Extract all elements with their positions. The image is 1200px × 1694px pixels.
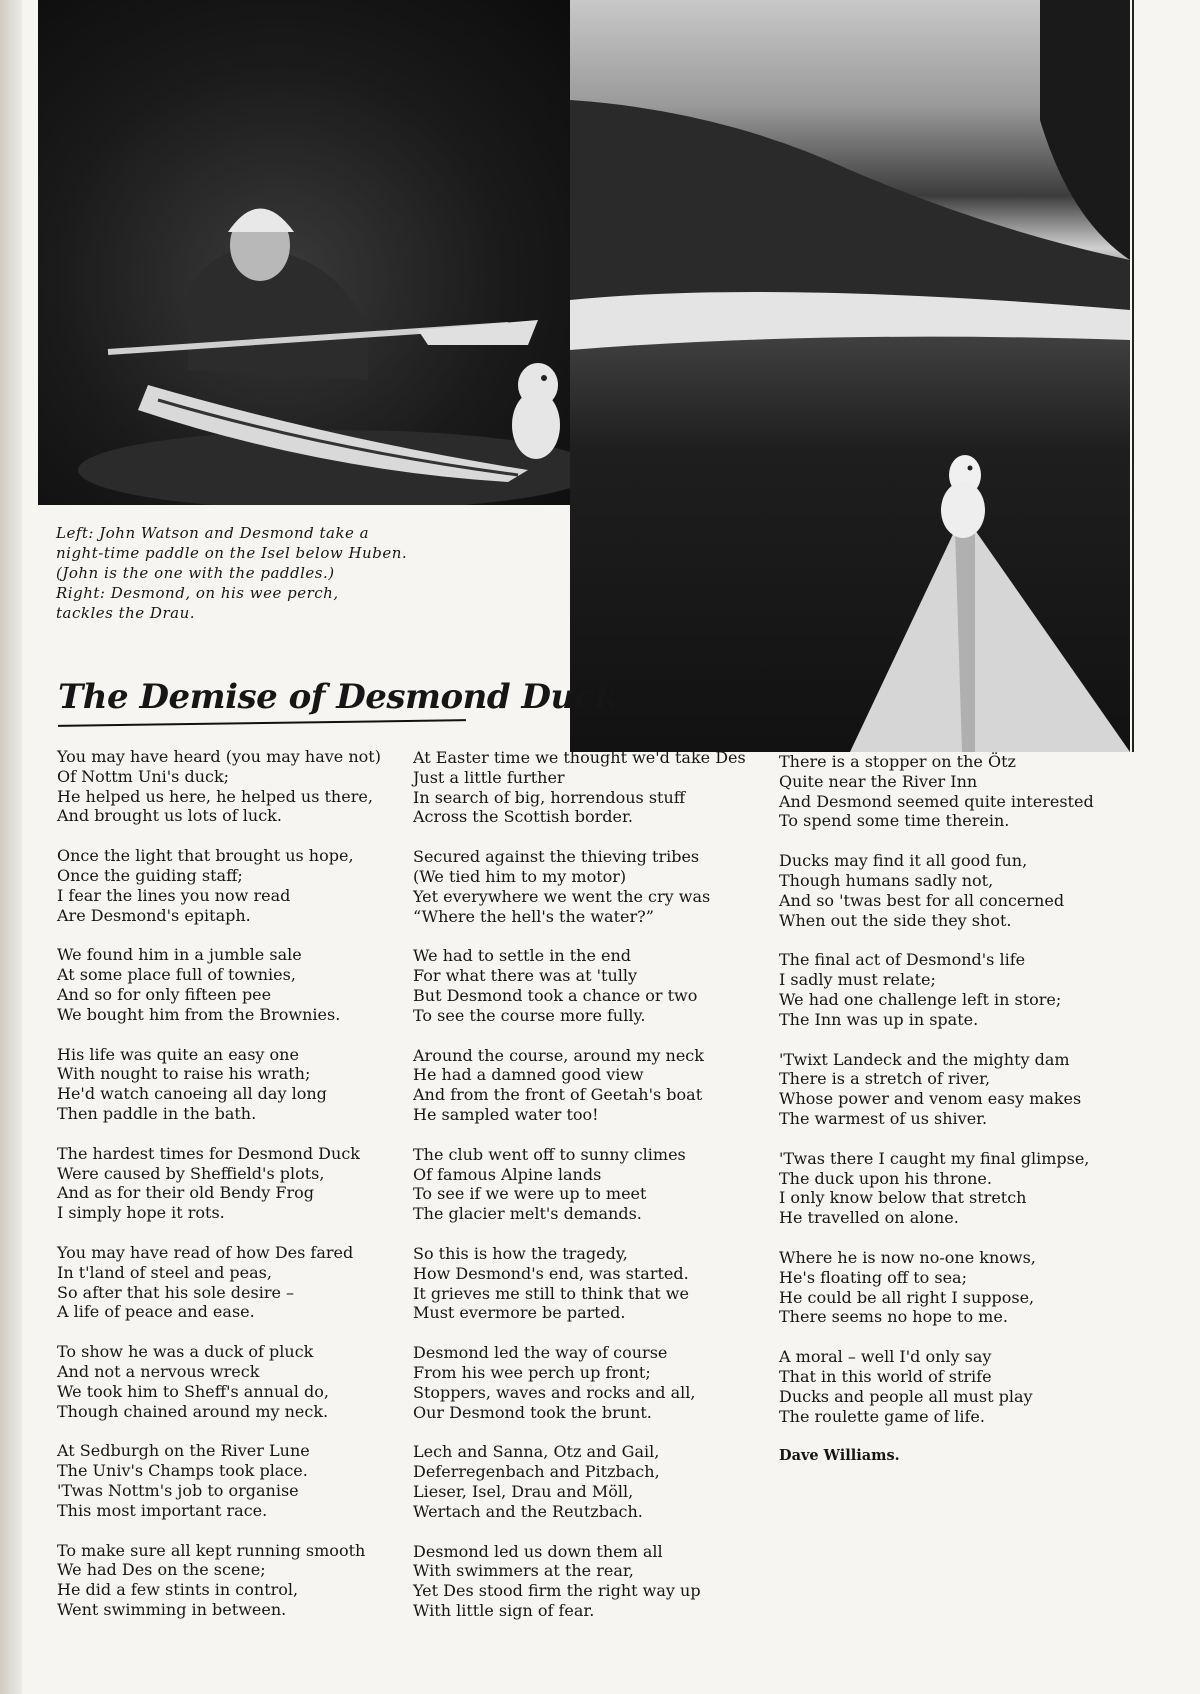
poem-column-3-stanzas — [779, 752, 1129, 1426]
poem-stanza — [779, 851, 1129, 930]
poem-line: Desmond led us down them all — [413, 1541, 663, 1561]
poem-line: He sampled water too! — [413, 1104, 599, 1124]
poem-line: So this is how the tragedy, — [413, 1243, 628, 1263]
poem-line: Lech and Sanna, Otz and Gail, — [413, 1442, 660, 1462]
poem-line: For what there was at 'tully — [413, 966, 638, 986]
poem-line: We had to settle in the end — [413, 946, 632, 966]
poem-line: We took him to Sheff's annual do, — [57, 1381, 329, 1401]
poem-line: At Sedburgh on the River Lune — [57, 1441, 310, 1461]
poem-line: Are Desmond's epitaph. — [57, 905, 251, 925]
poem-line: Secured against the thieving tribes — [413, 847, 700, 867]
poem-line: The Univ's Champs took place. — [57, 1461, 308, 1481]
caption-line: (John is the one with the paddles.) — [56, 564, 335, 582]
poem-line: Yet everywhere we went the cry was — [413, 886, 711, 906]
poem-line: He could be all right I suppose, — [779, 1287, 1035, 1307]
drau-river-illustration — [570, 0, 1130, 752]
caption-line: tackles the Drau. — [56, 604, 196, 622]
poem-line: At some place full of townies, — [57, 965, 296, 985]
poem-line: So after that his sole desire – — [57, 1282, 295, 1302]
poem-line: We bought him from the Brownies. — [57, 1004, 341, 1024]
poem-line: We had Des on the scene; — [57, 1560, 266, 1580]
poem-line: Where he is now no-one knows, — [779, 1247, 1036, 1267]
poem-line: A moral – well I'd only say — [779, 1347, 992, 1367]
poem-stanza — [57, 1045, 407, 1124]
poem-line: How Desmond's end, was started. — [413, 1263, 689, 1283]
photo-drau-river — [570, 0, 1130, 752]
poem-line: Yet Des stood firm the right way up — [413, 1581, 701, 1601]
poem-line: He's floating off to sea; — [779, 1267, 967, 1287]
poem-line: This most important race. — [57, 1500, 268, 1520]
poem-stanza — [413, 1542, 763, 1621]
poem-line: Though chained around my neck. — [57, 1401, 329, 1421]
poem-line: Were caused by Sheffield's plots, — [57, 1163, 325, 1183]
poem-line: Lieser, Isel, Drau and Möll, — [413, 1481, 634, 1501]
photo-night-paddle — [38, 0, 574, 505]
poem-line: Wertach and the Reutzbach. — [413, 1501, 643, 1521]
poem-line: Whose power and venom easy makes — [779, 1089, 1082, 1109]
poem-line: Just a little further — [413, 767, 565, 787]
poem-line: The club went off to sunny climes — [413, 1144, 686, 1164]
poem-line: That in this world of strife — [779, 1366, 992, 1386]
poem-line: 'Twas Nottm's job to organise — [57, 1480, 299, 1500]
night-paddle-illustration — [38, 0, 574, 505]
poem-line: And Desmond seemed quite interested — [779, 791, 1094, 811]
poem-line: From his wee perch up front; — [413, 1362, 651, 1382]
poem-line: He had a damned good view — [413, 1065, 644, 1085]
poem-author: Dave Williams. — [779, 1447, 900, 1465]
poem-line: Around the course, around my neck — [413, 1045, 704, 1065]
poem-column-3 — [779, 752, 1129, 1466]
poem-column-2 — [413, 748, 763, 1641]
poem-line: There seems no hope to me. — [779, 1307, 1008, 1327]
poem-line: And from the front of Geetah's boat — [413, 1085, 703, 1105]
poem-line: Ducks and people all must play — [779, 1386, 1033, 1406]
poem-line: He'd watch canoeing all day long — [57, 1084, 327, 1104]
page-binding-edge — [0, 0, 22, 1694]
poem-line: We found him in a jumble sale — [57, 945, 302, 965]
poem-line: He helped us here, he helped us there, — [57, 786, 373, 806]
poem-line: To see the course more fully. — [413, 1005, 646, 1025]
poem-line: And so 'twas best for all concerned — [779, 890, 1065, 910]
poem-line: I simply hope it rots. — [57, 1203, 225, 1223]
poem-line: To spend some time therein. — [779, 811, 1010, 831]
poem-stanza — [413, 1244, 763, 1323]
poem-line: Of Nottm Uni's duck; — [57, 766, 230, 786]
poem-stanza — [57, 846, 407, 925]
poem-line: There is a stretch of river, — [779, 1069, 991, 1089]
poem-stanza — [57, 1144, 407, 1223]
caption-line: night-time paddle on the Isel below Huben. — [56, 544, 408, 562]
poem-line: We had one challenge left in store; — [779, 989, 1062, 1009]
poem-line: The hardest times for Desmond Duck — [57, 1143, 360, 1163]
poem-line: Of famous Alpine lands — [413, 1164, 602, 1184]
poem-line: Once the light that brought us hope, — [57, 846, 354, 866]
title-underline — [58, 719, 466, 727]
poem-stanza — [413, 1343, 763, 1422]
photo-right-border — [1132, 0, 1134, 752]
poem-stanza — [779, 752, 1129, 831]
caption-line: Right: Desmond, on his wee perch, — [56, 584, 339, 602]
poem-line: In t'land of steel and peas, — [57, 1262, 272, 1282]
poem-line: The roulette game of life. — [779, 1406, 985, 1426]
poem-line: The glacier melt's demands. — [413, 1204, 642, 1224]
poem-stanza — [57, 1441, 407, 1520]
poem-line: And so for only fifteen pee — [57, 984, 272, 1004]
poem-line: “Where the hell's the water?” — [413, 906, 654, 926]
poem-line: I only know below that stretch — [779, 1188, 1027, 1208]
poem-line: He travelled on alone. — [779, 1208, 959, 1228]
poem-line: Stoppers, waves and rocks and all, — [413, 1382, 696, 1402]
poem-line: It grieves me still to think that we — [413, 1283, 689, 1303]
poem-stanza — [57, 747, 407, 826]
poem-line: With little sign of fear. — [413, 1600, 595, 1620]
poem-stanza — [413, 748, 763, 827]
poem-stanza — [779, 1248, 1129, 1327]
photo-caption — [56, 523, 408, 623]
poem-line: You may have read of how Des fared — [57, 1242, 354, 1262]
poem-stanza — [779, 1347, 1129, 1426]
poem-line: But Desmond took a chance or two — [413, 985, 698, 1005]
poem-line: The final act of Desmond's life — [779, 950, 1026, 970]
poem-line: I fear the lines you now read — [57, 885, 291, 905]
poem-line: Though humans sadly not, — [779, 870, 994, 890]
poem-line: And brought us lots of luck. — [57, 806, 282, 826]
poem-line: Our Desmond took the brunt. — [413, 1402, 652, 1422]
poem-line: Quite near the River Inn — [779, 771, 978, 791]
poem-line: Went swimming in between. — [57, 1599, 287, 1619]
poem-stanza — [57, 1342, 407, 1421]
poem-line: When out the side they shot. — [779, 910, 1012, 930]
poem-stanza — [413, 1046, 763, 1125]
poem-line: To show he was a duck of pluck — [57, 1342, 314, 1362]
poem-line: With swimmers at the rear, — [413, 1561, 634, 1581]
poem-line: 'Twas there I caught my final glimpse, — [779, 1148, 1090, 1168]
poem-line: Desmond led the way of course — [413, 1343, 668, 1363]
poem-stanza — [779, 1050, 1129, 1129]
poem-line: To make sure all kept running smooth — [57, 1540, 366, 1560]
poem-line: Must evermore be parted. — [413, 1303, 626, 1323]
poem-line: Across the Scottish border. — [413, 807, 633, 827]
poem-stanza — [413, 1442, 763, 1521]
poem-line: In search of big, horrendous stuff — [413, 787, 686, 807]
poem-line: And not a nervous wreck — [57, 1361, 260, 1381]
poem-line: At Easter time we thought we'd take Des — [413, 748, 746, 767]
poem-stanza — [57, 1541, 407, 1620]
poem-line: And as for their old Bendy Frog — [57, 1183, 314, 1203]
poem-line: You may have heard (you may have not) — [57, 747, 381, 766]
poem-line: His life was quite an easy one — [57, 1044, 299, 1064]
poem-title: The Demise of Desmond Duck — [58, 677, 618, 717]
poem-line: He did a few stints in control, — [57, 1580, 299, 1600]
poem-stanza — [779, 950, 1129, 1029]
poem-stanza — [779, 1149, 1129, 1228]
poem-line: The duck upon his throne. — [779, 1168, 992, 1188]
poem-line: 'Twixt Landeck and the mighty dam — [779, 1049, 1070, 1069]
poem-line: (We tied him to my motor) — [413, 866, 627, 886]
poem-line: To see if we were up to meet — [413, 1184, 647, 1204]
poem-stanza — [413, 1145, 763, 1224]
poem-line: Once the guiding staff; — [57, 865, 243, 885]
poem-line: A life of peace and ease. — [57, 1302, 255, 1322]
poem-line: There is a stopper on the Ötz — [779, 752, 1016, 771]
poem-stanza — [413, 946, 763, 1025]
poem-line: The warmest of us shiver. — [779, 1108, 988, 1128]
poem-line: The Inn was up in spate. — [779, 1009, 979, 1029]
poem-line: Ducks may find it all good fun, — [779, 851, 1028, 871]
caption-line: Left: John Watson and Desmond take a — [56, 524, 370, 542]
poem-line: With nought to raise his wrath; — [57, 1064, 311, 1084]
poem-line: Then paddle in the bath. — [57, 1103, 257, 1123]
poem-stanza — [57, 1243, 407, 1322]
poem-line: I sadly must relate; — [779, 970, 936, 990]
poem-stanza — [413, 847, 763, 926]
poem-column-1 — [57, 747, 407, 1640]
poem-line: Deferregenbach and Pitzbach, — [413, 1462, 660, 1482]
poem-stanza — [57, 945, 407, 1024]
